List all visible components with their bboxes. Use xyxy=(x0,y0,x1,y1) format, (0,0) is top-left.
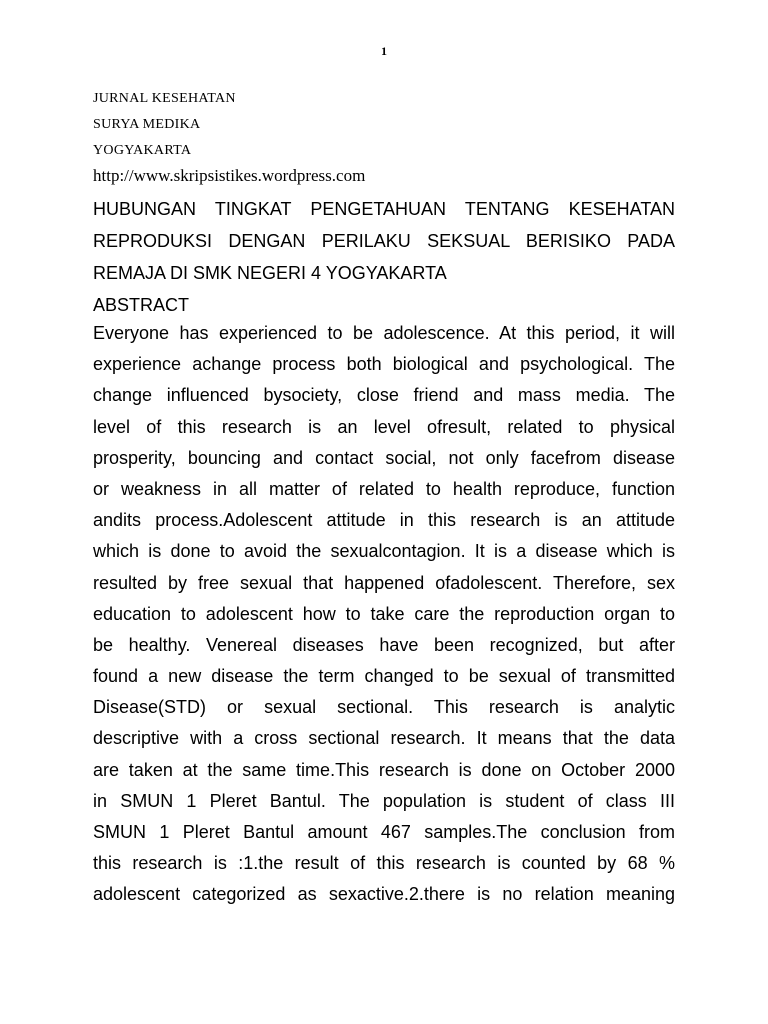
abstract-line: adolescent categorized as sexactive.2.there is no relation meaning xyxy=(93,884,675,905)
abstract-heading: ABSTRACT xyxy=(93,295,190,315)
source-url: http://www.skripsistikes.wordpress.com xyxy=(93,166,366,185)
abstract-line: prosperity, bouncing and contact social, not only facefrom disease xyxy=(93,447,675,468)
abstract-line: education to adolescent how to take care the reproduction organ to xyxy=(93,603,675,624)
abstract-line: Disease(STD) or sexual sectional. This research is analytic xyxy=(93,697,675,718)
abstract-line: resulted by free sexual that happened ofadolescent. Therefore, sex xyxy=(93,572,675,593)
abstract-body xyxy=(93,318,675,911)
abstract-line: or weakness in all matter of related to health reproduce, function xyxy=(93,478,675,499)
abstract-line: which is done to avoid the sexualcontagion. It is a disease which is xyxy=(93,541,675,562)
abstract-line: are taken at the same time.This research is done on October 2000 xyxy=(93,759,675,780)
title-line: REMAJA DI SMK NEGERI 4 YOGYAKARTA xyxy=(93,263,447,283)
abstract-line: descriptive with a cross sectional research. It means that the data xyxy=(93,728,675,749)
abstract-line: andits process.Adolescent attitude in this research is an attitude xyxy=(93,510,675,531)
journal-header xyxy=(93,86,236,164)
abstract-line: level of this research is an level ofresult, related to physical xyxy=(93,416,675,437)
journal-city-line: YOGYAKARTA xyxy=(93,143,192,158)
journal-name-line: JURNAL KESEHATAN xyxy=(93,91,236,106)
abstract-line: SMUN 1 Pleret Bantul amount 467 samples.The conclusion from xyxy=(93,822,675,842)
title-line: REPRODUKSI DENGAN PERILAKU SEKSUAL BERISIKO PADA xyxy=(93,231,675,251)
abstract-line: experience achange process both biological and psychological. The xyxy=(93,354,675,375)
journal-subname-line: SURYA MEDIKA xyxy=(93,117,201,132)
article-title xyxy=(93,193,675,289)
abstract-line: this research is :1.the result of this research is counted by 68 % xyxy=(93,853,675,874)
abstract-line: found a new disease the term changed to be sexual of transmitted xyxy=(93,666,675,687)
abstract-line: in SMUN 1 Pleret Bantul. The population is student of class III xyxy=(93,790,675,811)
abstract-line: be healthy. Venereal diseases have been recognized, but after xyxy=(93,634,675,655)
page-number: 1 xyxy=(381,44,387,58)
abstract-line: change influenced bysociety, close friend and mass media. The xyxy=(93,385,675,406)
abstract-line: Everyone has experienced to be adolescence. At this period, it will xyxy=(93,323,675,343)
title-line: HUBUNGAN TINGKAT PENGETAHUAN TENTANG KESEHATAN xyxy=(93,199,675,219)
